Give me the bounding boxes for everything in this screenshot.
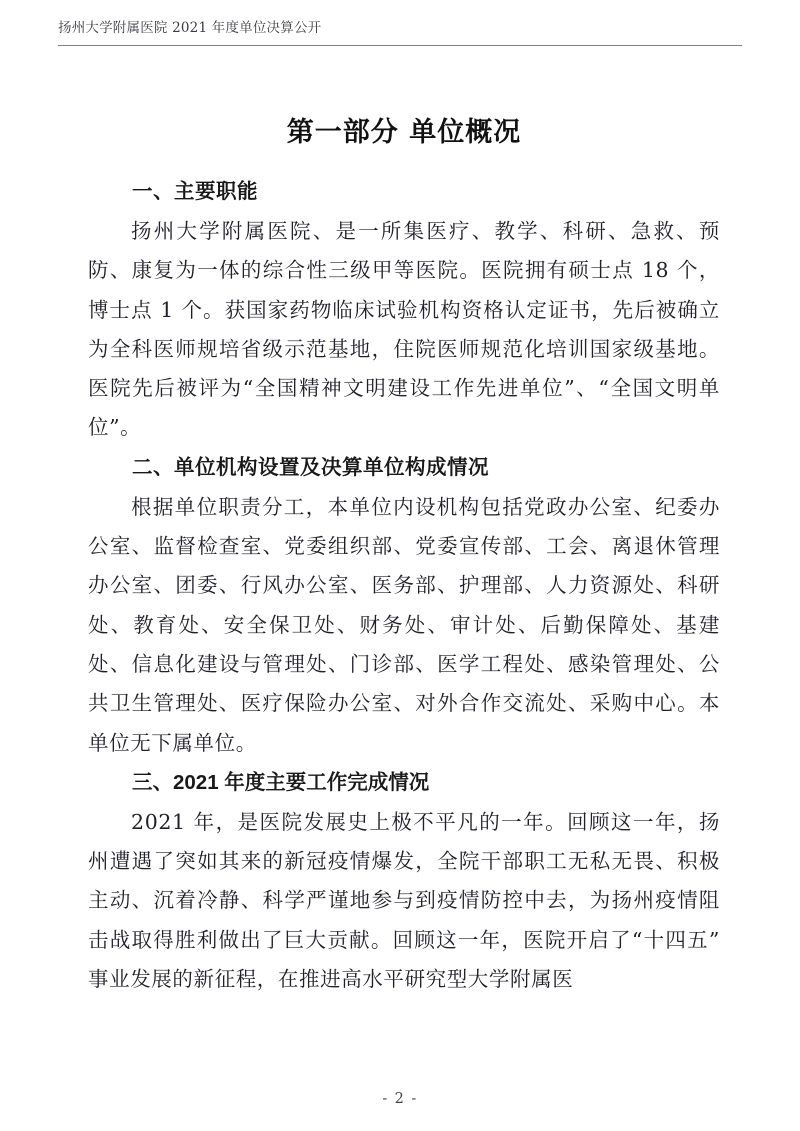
running-header-text: 扬州大学附属医院 2021 年度单位决算公开 xyxy=(58,20,322,36)
section-heading-3: 三、2021 年度主要工作完成情况 xyxy=(132,770,430,794)
section-1-paragraph-1: 扬州大学附属医院、是一所集医疗、教学、科研、急救、预防、康复为一体的综合性三级甲等医院。医院拥有硕士点 18 个，博士点 1 个。获国家药物临床试验机构资格认定证书，先后被确立为全科医师规培省级示范基地，住院医师规范化培训国家级基地。医院先后被评为“全国精神文明建设工作先进单位”、“全国文明单位”。 xyxy=(88,219,720,440)
section-3-paragraph-1: 2021 年，是医院发展史上极不平凡的一年。回顾这一年，扬州遭遇了突如其来的新冠疫情爆发，全院干部职工无私无畏、积极主动、沉着冷静、科学严谨地参与到疫情防控中去，为扬州疫情阻击战取得胜利做出了巨大贡献。回顾这一年，医院开启了“十四五”事业发展的新征程，在推进高水平研究型大学附属医 xyxy=(88,809,720,992)
running-header xyxy=(58,18,742,46)
section-heading-2: 二、单位机构设置及决算单位构成情况 xyxy=(132,455,489,479)
document-body xyxy=(88,100,720,999)
page-number: - 2 - xyxy=(382,1091,418,1107)
section-2-paragraph-1: 根据单位职责分工，本单位内设机构包括党政办公室、纪委办公室、监督检查室、党委组织部、党委宣传部、工会、离退休管理办公室、团委、行风办公室、医务部、护理部、人力资源处、科研处、教育处、安全保卫处、财务处、审计处、后勤保障处、基建处、信息化建设与管理处、门诊部、医学工程处、感染管理处、公共卫生管理处、医疗保险办公室、对外合作交流处、采购中心。本单位无下属单位。 xyxy=(88,494,720,755)
page-footer xyxy=(0,1088,800,1107)
section-heading-1: 一、主要职能 xyxy=(132,180,258,203)
page-title: 第一部分 单位概况 xyxy=(286,117,522,148)
